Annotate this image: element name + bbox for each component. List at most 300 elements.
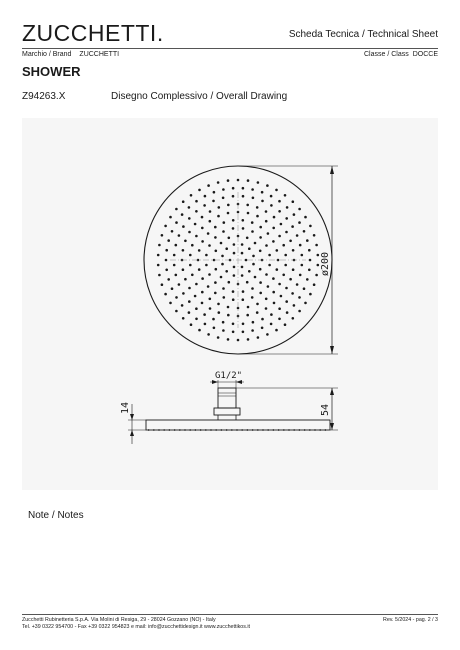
nozzle-dot — [195, 235, 198, 238]
nozzle-dot — [221, 255, 224, 258]
nozzle-dot — [282, 274, 285, 277]
nozzle-dot — [278, 210, 281, 213]
nozzle-dot — [207, 333, 210, 336]
nozzle-dot — [189, 264, 192, 267]
nozzle-dot — [209, 298, 212, 301]
nozzle-dot — [272, 240, 275, 243]
nozzle-dot — [222, 230, 225, 233]
class-meta — [364, 51, 438, 58]
nozzle-dot — [195, 200, 198, 203]
nozzle-dot — [203, 313, 206, 316]
nozzle-dot — [242, 298, 245, 301]
nozzle-dot — [265, 298, 268, 301]
nozzle-dot — [228, 281, 231, 284]
nozzle-dot — [261, 200, 264, 203]
nozzle-dot — [251, 188, 254, 191]
nozzle-dot — [222, 287, 225, 290]
nozzle-dot — [241, 266, 244, 269]
nozzle-dot — [182, 200, 185, 203]
nozzle-dot — [214, 281, 217, 284]
nozzle-dot — [195, 307, 198, 310]
nozzle-dot — [317, 254, 320, 257]
footer-address: Zucchetti Rubinetteria S.p.A. Via Molini di Resiga, 29 - 28024 Gozzano (NO) - Italy — [22, 617, 216, 623]
nozzle-dot — [267, 285, 270, 288]
nozzle-dot — [284, 194, 287, 197]
nozzle-dot — [201, 216, 204, 219]
thread-label: G1/2" — [215, 371, 243, 381]
nozzle-dot — [178, 234, 181, 237]
nozzle-dot — [242, 323, 245, 326]
nozzle-dot — [241, 243, 244, 246]
nozzle-dot — [182, 317, 185, 320]
nozzle-dot — [285, 231, 288, 234]
nozzle-dot — [188, 206, 191, 209]
nozzle-dot — [195, 210, 198, 213]
nozzle-dot — [227, 204, 230, 207]
nozzle-dot — [233, 252, 236, 255]
nozzle-dot — [181, 304, 184, 307]
nozzle-dot — [218, 206, 221, 209]
nozzle-dot — [188, 217, 191, 220]
nozzle-dot — [221, 263, 224, 266]
nozzle-dot — [227, 314, 230, 317]
nozzle-dot — [268, 264, 271, 267]
nozzle-dot — [306, 278, 309, 281]
footer-contacts: Tel. +39 0322 954700 - Fax +39 0322 954823 e mail: info@zucchettidesign.it www.zucchettikos.it — [22, 624, 250, 630]
nozzle-dot — [309, 259, 312, 262]
nozzle-dot — [215, 250, 218, 253]
nozzle-dot — [254, 242, 257, 245]
sheet-title: Scheda Tecnica / Technical Sheet — [288, 29, 438, 40]
connector-neck — [218, 415, 236, 420]
nozzle-dot — [188, 300, 191, 303]
nozzle-dot — [275, 189, 278, 192]
nozzle-dot — [227, 306, 230, 309]
nozzle-dot — [284, 323, 287, 326]
nozzle-dot — [308, 269, 311, 272]
nozzle-dot — [313, 234, 316, 237]
nozzle-dot — [175, 208, 178, 211]
nozzle-dot — [270, 313, 273, 316]
nozzle-dot — [209, 220, 212, 223]
nozzle-dot — [261, 191, 264, 194]
nozzle-dot — [298, 221, 301, 224]
nozzle-dot — [222, 188, 225, 191]
nozzle-dot — [194, 295, 197, 298]
nozzle-dot — [188, 311, 191, 314]
nozzle-dot — [164, 293, 167, 296]
nozzle-dot — [175, 310, 178, 313]
nozzle-dot — [204, 323, 207, 326]
nozzle-dot — [282, 244, 285, 247]
nozzle-dot — [246, 204, 249, 207]
nozzle-dot — [248, 270, 251, 273]
nozzle-dot — [246, 237, 249, 240]
nozzle-dot — [194, 223, 197, 226]
nozzle-dot — [299, 274, 302, 277]
nozzle-dot — [301, 264, 304, 267]
nozzle-dot — [214, 226, 217, 229]
nozzle-dot — [218, 311, 221, 314]
nozzle-dot — [284, 254, 287, 257]
nozzle-dot — [298, 208, 301, 211]
nozzle-dot — [298, 296, 301, 299]
nozzle-dot — [232, 187, 235, 190]
nozzle-dot — [201, 302, 204, 305]
nozzle-dot — [182, 225, 185, 228]
nozzle-dot — [252, 321, 255, 324]
header-divider — [22, 48, 438, 49]
nozzle-dot — [242, 187, 245, 190]
nozzle-dot — [261, 327, 264, 330]
nozzle-dot — [175, 274, 178, 277]
nozzle-dot — [285, 287, 288, 290]
nozzle-dot — [237, 339, 240, 342]
nozzle-dot — [233, 274, 236, 277]
nozzle-dot — [270, 195, 273, 198]
nozzle-dot — [265, 210, 268, 213]
nozzle-dot — [184, 240, 187, 243]
nozzle-dot — [292, 200, 295, 203]
nozzle-dot — [242, 219, 245, 222]
brand-logo: ZUCCHETTI. — [22, 20, 164, 46]
nozzle-dot — [201, 277, 204, 280]
nozzle-dot — [256, 206, 259, 209]
product-code: Z94263.X — [22, 91, 66, 102]
nozzle-dot — [212, 200, 215, 203]
nozzle-dot — [259, 268, 262, 271]
nozzle-dot — [268, 254, 271, 257]
nozzle-dot — [195, 283, 198, 286]
nozzle-dot — [296, 283, 299, 286]
class-meta-value: DOCCE — [412, 51, 438, 58]
nozzle-dot — [266, 184, 269, 187]
nozzle-dot — [175, 221, 178, 224]
nozzle-dot — [272, 277, 275, 280]
nozzle-dot — [225, 270, 228, 273]
nozzle-dot — [207, 285, 210, 288]
nozzle-dot — [280, 223, 283, 226]
nozzle-dot — [182, 249, 185, 252]
nozzle-dot — [278, 318, 281, 321]
nozzle-dot — [201, 291, 204, 294]
nozzle-dot — [303, 287, 306, 290]
nozzle-dot — [292, 317, 295, 320]
nozzle-dot — [169, 216, 172, 219]
head-plate-side — [146, 420, 330, 430]
nozzle-dot — [158, 244, 161, 247]
nozzle-dot — [245, 259, 248, 262]
nozzle-dot — [278, 235, 281, 238]
nozzle-dot — [251, 287, 254, 290]
nozzle-dot — [167, 239, 170, 242]
nozzle-dot — [286, 311, 289, 314]
nozzle-dot — [227, 212, 230, 215]
nozzle-dot — [265, 307, 268, 310]
nozzle-dot — [217, 303, 220, 306]
nozzle-dot — [273, 302, 276, 305]
nozzle-dot — [257, 181, 260, 184]
nozzle-dot — [292, 249, 295, 252]
nozzle-dot — [309, 293, 312, 296]
nozzle-dot — [270, 323, 273, 326]
nozzle-dot — [207, 184, 210, 187]
nozzle-dot — [191, 274, 194, 277]
nozzle-dot — [289, 240, 292, 243]
nozzle-dot — [165, 269, 168, 272]
nozzle-dot — [266, 333, 269, 336]
nozzle-dot — [315, 244, 318, 247]
connector-nut — [214, 408, 240, 415]
nozzle-dot — [188, 231, 191, 234]
nozzle-dot — [304, 216, 307, 219]
nozzle-dot — [251, 230, 254, 233]
nozzle-dot — [256, 311, 259, 314]
nozzle-dot — [164, 225, 167, 228]
nozzle-dot — [317, 264, 320, 267]
nozzle-dot — [198, 249, 201, 252]
notes-label: Note / Notes — [28, 510, 84, 521]
nozzle-dot — [222, 197, 225, 200]
overall-height-arrow-bottom — [330, 423, 334, 430]
nozzle-dot — [217, 181, 220, 184]
nozzle-dot — [242, 195, 245, 198]
nozzle-dot — [204, 195, 207, 198]
nozzle-dot — [267, 232, 270, 235]
nozzle-dot — [222, 329, 225, 332]
nozzle-dot — [293, 304, 296, 307]
nozzle-dot — [308, 249, 311, 252]
nozzle-dot — [161, 234, 164, 237]
nozzle-dot — [275, 329, 278, 332]
nozzle-dot — [198, 329, 201, 332]
nozzle-dot — [254, 276, 257, 279]
nozzle-dot — [301, 254, 304, 257]
footer-revision: Rev. 5/2024 - pag. 2 / 3 — [383, 617, 438, 623]
nozzle-dot — [286, 206, 289, 209]
nozzle-dot — [242, 331, 245, 334]
nozzle-dot — [217, 215, 220, 218]
nozzle-dot — [265, 244, 268, 247]
nozzle-dot — [209, 307, 212, 310]
nozzle-dot — [225, 247, 228, 250]
nozzle-dot — [276, 268, 279, 271]
nozzle-dot — [252, 255, 255, 258]
nozzle-dot — [252, 197, 255, 200]
nozzle-dot — [298, 310, 301, 313]
nozzle-dot — [213, 327, 216, 330]
diameter-arrow-top — [330, 166, 334, 174]
nozzle-dot — [181, 213, 184, 216]
nozzle-dot — [208, 273, 211, 276]
nozzle-dot — [280, 295, 283, 298]
nozzle-dot — [191, 244, 194, 247]
nozzle-dot — [232, 298, 235, 301]
nozzle-dot — [315, 274, 318, 277]
nozzle-dot — [205, 254, 208, 257]
nozzle-dot — [259, 226, 262, 229]
nozzle-dot — [257, 336, 260, 339]
nozzle-dot — [232, 290, 235, 293]
nozzle-dot — [233, 243, 236, 246]
nozzle-dot — [222, 321, 225, 324]
nozzle-dot — [188, 287, 191, 290]
nozzle-dot — [217, 336, 220, 339]
nozzle-dot — [292, 268, 295, 271]
nozzle-dot — [161, 283, 164, 286]
nozzle-dot — [167, 278, 170, 281]
nozzle-dot — [242, 227, 245, 230]
drawing-svg — [22, 118, 438, 490]
nozzle-dot — [227, 338, 230, 341]
nozzle-dot — [289, 278, 292, 281]
nozzle-dot — [232, 323, 235, 326]
nozzle-dot — [195, 318, 198, 321]
nozzle-dot — [237, 179, 240, 182]
nozzle-dot — [232, 227, 235, 230]
nozzle-dot — [214, 292, 217, 295]
nozzle-dot — [175, 296, 178, 299]
class-meta-label: Classe / Class — [363, 51, 409, 58]
nozzle-dot — [296, 234, 299, 237]
nozzle-dot — [261, 318, 264, 321]
nozzle-dot — [247, 212, 250, 215]
nozzle-dot — [293, 213, 296, 216]
nozzle-dot — [182, 292, 185, 295]
nozzle-dot — [276, 249, 279, 252]
nozzle-dot — [232, 195, 235, 198]
nozzle-dot — [189, 254, 192, 257]
nozzle-dot — [259, 281, 262, 284]
nozzle-dot — [265, 220, 268, 223]
diameter-arrow-bottom — [330, 346, 334, 354]
nozzle-dot — [198, 189, 201, 192]
nozzle-dot — [291, 292, 294, 295]
nozzle-dot — [207, 232, 210, 235]
diameter-label: ø200 — [320, 251, 331, 276]
nozzle-dot — [171, 287, 174, 290]
nozzle-dot — [158, 274, 161, 277]
nozzle-dot — [190, 323, 193, 326]
nozzle-dot — [251, 221, 254, 224]
nozzle-dot — [214, 236, 217, 239]
nozzle-dot — [246, 314, 249, 317]
nozzle-dot — [208, 244, 211, 247]
nozzle-dot — [247, 338, 250, 341]
brand-meta-label: Marchio / Brand — [22, 51, 72, 58]
technical-drawing — [22, 118, 438, 490]
nozzle-dot — [272, 227, 275, 230]
nozzle-dot — [247, 179, 250, 182]
nozzle-dot — [178, 283, 181, 286]
drawing-title: Disegno Complessivo / Overall Drawing — [111, 91, 288, 102]
footer-divider — [22, 614, 438, 615]
nozzle-dot — [203, 204, 206, 207]
nozzle-dot — [165, 259, 168, 262]
nozzle-dot — [169, 302, 172, 305]
nozzle-dot — [215, 268, 218, 271]
nozzle-dot — [291, 225, 294, 228]
nozzle-dot — [246, 281, 249, 284]
nozzle-dot — [220, 242, 223, 245]
nozzle-dot — [228, 237, 231, 240]
nozzle-dot — [233, 266, 236, 269]
nozzle-dot — [212, 318, 215, 321]
nozzle-dot — [242, 290, 245, 293]
nozzle-dot — [232, 331, 235, 334]
nozzle-dot — [205, 264, 208, 267]
nozzle-dot — [303, 230, 306, 233]
nozzle-dot — [306, 239, 309, 242]
nozzle-dot — [173, 264, 176, 267]
brand-meta-value: ZUCCHETTI — [79, 51, 120, 58]
nozzle-dot — [270, 204, 273, 207]
nozzle-dot — [278, 283, 281, 286]
nozzle-dot — [278, 200, 281, 203]
nozzle-dot — [285, 300, 288, 303]
nozzle-dot — [190, 194, 193, 197]
nozzle-dot — [223, 221, 226, 224]
nozzle-dot — [182, 268, 185, 271]
plate-height-arrow-bottom — [130, 430, 134, 436]
nozzle-dot — [304, 302, 307, 305]
nozzle-dot — [241, 274, 244, 277]
nozzle-dot — [198, 268, 201, 271]
nozzle-dot — [173, 254, 176, 257]
nozzle-dot — [259, 250, 262, 253]
nozzle-dot — [265, 273, 268, 276]
nozzle-dot — [184, 278, 187, 281]
nozzle-dot — [247, 306, 250, 309]
nozzle-dot — [278, 307, 281, 310]
overall-height-label: 54 — [320, 403, 331, 416]
nozzle-dot — [209, 210, 212, 213]
nozzle-dot — [256, 215, 259, 218]
nozzle-dot — [284, 264, 287, 267]
nozzle-dot — [299, 244, 302, 247]
nozzle-dot — [256, 303, 259, 306]
nozzle-dot — [201, 240, 204, 243]
nozzle-dot — [220, 276, 223, 279]
nozzle-dot — [175, 244, 178, 247]
nozzle-dot — [272, 291, 275, 294]
overall-height-arrow-top — [330, 388, 334, 395]
connector-body — [218, 388, 236, 408]
nozzle-dot — [252, 263, 255, 266]
brand-meta — [22, 51, 119, 58]
nozzle-dot — [285, 217, 288, 220]
nozzle-dot — [251, 329, 254, 332]
nozzle-dot — [273, 216, 276, 219]
nozzle-dot — [313, 283, 316, 286]
nozzle-dot — [309, 225, 312, 228]
nozzle-dot — [259, 292, 262, 295]
nozzle-dot — [251, 296, 254, 299]
nozzle-dot — [157, 264, 160, 267]
nozzle-dot — [248, 247, 251, 250]
nozzle-dot — [223, 296, 226, 299]
plate-height-label: 14 — [120, 401, 131, 414]
nozzle-dot — [241, 252, 244, 255]
nozzle-dot — [232, 219, 235, 222]
nozzle-dot — [213, 191, 216, 194]
nozzle-dot — [157, 254, 160, 257]
nozzle-dot — [227, 179, 230, 182]
nozzle-dot — [165, 249, 168, 252]
product-name: SHOWER — [22, 64, 81, 79]
nozzle-dot — [259, 236, 262, 239]
nozzle-dot — [171, 230, 174, 233]
